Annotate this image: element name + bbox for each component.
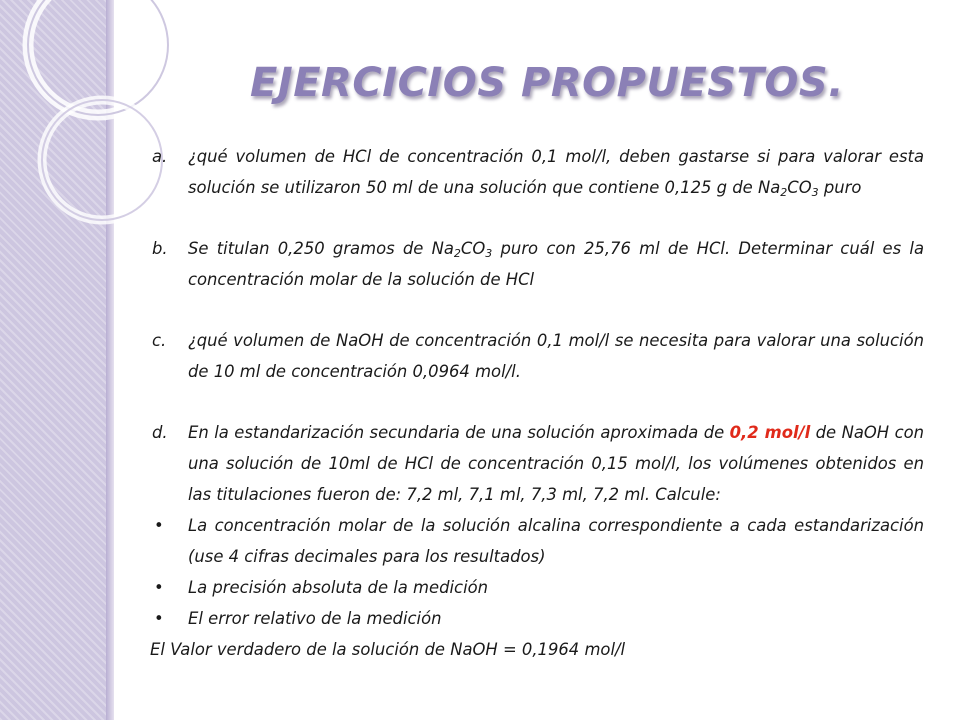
bullet-item: [150, 510, 924, 572]
subscript: 3: [811, 186, 819, 199]
bullet-text: El error relativo de la medición: [188, 609, 442, 628]
exercise-item-a: [150, 141, 924, 203]
item-text: ¿qué volumen de NaOH de concentración 0,1 mol/l se necesita para valorar una solución de 10 ml de concentración 0,0964 mol/l.: [188, 331, 924, 381]
highlight-concentration: 0,2 mol/l: [729, 423, 811, 442]
bullet-text: La concentración molar de la solución alcalina correspondiente a cada estandarización (use 4 cifras decimales para los resultados): [188, 516, 924, 566]
bullet-item: [150, 603, 924, 634]
slide-title: EJERCICIOS PROPUESTOS.: [250, 60, 844, 106]
subscript: 3: [485, 247, 493, 260]
bullet-item: [150, 572, 924, 603]
subscript: 2: [780, 186, 788, 199]
subscript: 2: [453, 247, 461, 260]
item-text: ¿qué volumen de HCl de concentración 0,1 mol/l, deben gastarse si para valorar esta solución se utilizaron 50 ml de una solución que contiene 0,125 g de Na: [188, 147, 924, 197]
formula-part: CO: [787, 178, 812, 197]
item-text-tail: puro con 25,76 ml de HCl. Determinar cuál es la concentración molar de la solución de HCl: [188, 239, 925, 289]
item-marker: b.: [152, 239, 168, 258]
item-marker: c.: [152, 331, 167, 350]
item-text: En la estandarización secundaria de una solución aproximada de: [188, 423, 730, 442]
item-marker: a.: [152, 147, 168, 166]
formula-part: CO: [460, 239, 486, 258]
exercise-item-d: [150, 417, 924, 510]
item-marker: d.: [152, 423, 168, 442]
bullet-icon: •: [154, 516, 164, 535]
bullet-icon: •: [154, 609, 164, 628]
item-text: Se titulan 0,250 gramos de Na: [188, 239, 454, 258]
exercise-item-c: [150, 325, 924, 387]
bullet-text: La precisión absoluta de la medición: [188, 578, 489, 597]
item-text-tail: puro: [818, 178, 862, 197]
exercise-list: [150, 141, 924, 665]
true-value-note: El Valor verdadero de la solución de NaOH = 0,1964 mol/l: [150, 640, 626, 659]
exercise-item-b: [150, 233, 924, 295]
bullet-icon: •: [154, 578, 164, 597]
item-text-tail: de NaOH con una solución de 10ml de HCl de concentración 0,15 mol/l, los volúmenes obtenidos en las titulaciones fueron de: 7,2 ml, 7,1 ml, 7,3 ml, 7,2 ml. Calcule:: [188, 423, 924, 504]
